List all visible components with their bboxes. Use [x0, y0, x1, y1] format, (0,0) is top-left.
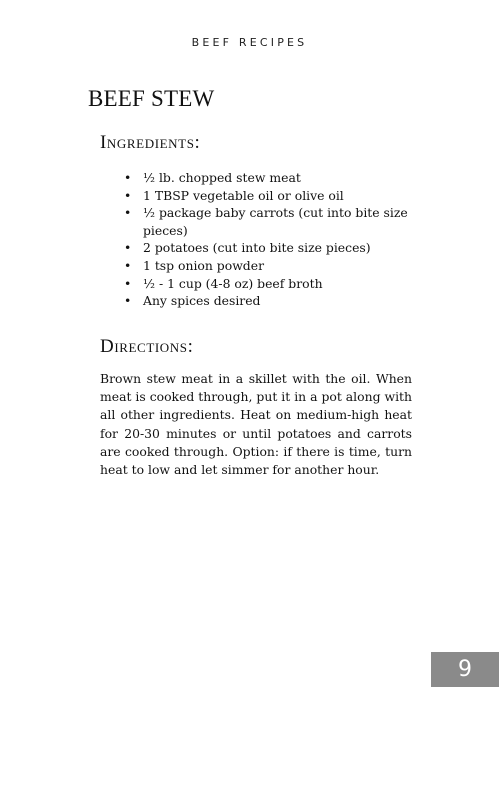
ingredients-list: [124, 169, 414, 310]
ingredient-text: ½ - 1 cup (4-8 oz) beef broth: [143, 275, 323, 291]
list-item: [124, 257, 414, 275]
list-item: [124, 275, 414, 293]
page-number: 9: [458, 657, 472, 682]
bullet-icon: •: [124, 275, 132, 291]
bullet-icon: •: [124, 293, 132, 309]
page-number-tab: [431, 652, 499, 687]
ingredients-heading: Ingredients:: [100, 132, 201, 153]
list-item: [124, 169, 414, 187]
list-item: [124, 239, 414, 257]
directions-paragraph: Brown stew meat in a skillet with the oil. When meat is cooked through, put it in a pot along with all other ingredients. Heat on medium-high heat for 20-30 minutes or until potatoes and carrots are cooked through. Option: if there is time, turn heat to low and let simmer for another hour.: [100, 371, 412, 478]
list-item: [124, 292, 414, 310]
bullet-icon: •: [124, 187, 132, 203]
recipe-title: BEEF STEW: [88, 86, 215, 111]
bullet-icon: •: [124, 240, 132, 256]
ingredient-text: 1 tsp onion powder: [143, 257, 264, 273]
bullet-icon: •: [124, 170, 132, 185]
running-header: BEEF RECIPES: [191, 36, 308, 49]
ingredient-text: Any spices desired: [143, 293, 261, 309]
ingredient-text: 1 TBSP vegetable oil or olive oil: [143, 187, 344, 203]
list-item: [124, 204, 414, 239]
ingredient-text: 2 potatoes (cut into bite size pieces): [143, 240, 371, 256]
list-item: [124, 187, 414, 205]
bullet-icon: •: [124, 205, 132, 221]
ingredient-text: ½ package baby carrots (cut into bite size pieces): [143, 205, 408, 238]
ingredient-text: ½ lb. chopped stew meat: [143, 170, 301, 185]
directions-heading: Directions:: [100, 336, 194, 357]
bullet-icon: •: [124, 257, 132, 273]
